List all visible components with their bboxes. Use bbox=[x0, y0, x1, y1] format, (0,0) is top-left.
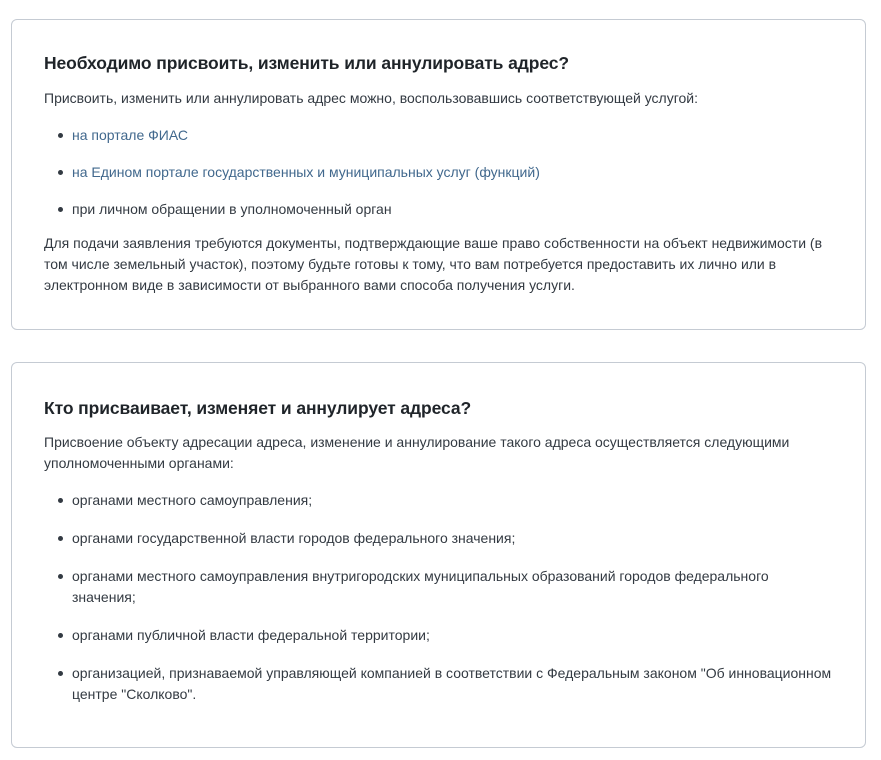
documents-note: Для подачи заявления требуются документы, подтверждающие ваше право собственности на объект недвижимости (в том числе земельный участок), поэтому будьте готовы к тому, что вам потребуется предоставить их лично или в электронном виде в зависимости от выбранного вами способа получения услуги. bbox=[44, 235, 823, 293]
fias-portal-link[interactable]: на портале ФИАС bbox=[72, 127, 188, 143]
list-item-text: органами местного самоуправления внутригородских муниципальных образований городов федерального значения; bbox=[72, 568, 769, 605]
list-item-text: органами местного самоуправления; bbox=[72, 492, 313, 508]
section-title: Кто присваивает, изменяет и аннулирует адреса? bbox=[44, 398, 472, 418]
list-item bbox=[44, 625, 833, 646]
bullet-icon bbox=[58, 574, 63, 579]
list-item bbox=[44, 528, 833, 549]
section-intro: Присвоить, изменить или аннулировать адрес можно, воспользовавшись соответствующей услугой: bbox=[44, 90, 699, 106]
list-item-text: организацией, признаваемой управляющей компанией в соответствии с Федеральным законом "Об инновационном центре "Сколково". bbox=[72, 665, 832, 702]
list-item bbox=[44, 566, 833, 608]
list-item-text: органами государственной власти городов федерального значения; bbox=[72, 530, 516, 546]
bullet-icon bbox=[58, 170, 63, 175]
list-item-text: органами публичной власти федеральной территории; bbox=[72, 627, 430, 643]
list-item-personal-visit bbox=[44, 199, 833, 220]
bullet-icon bbox=[58, 671, 63, 676]
bullet-icon bbox=[58, 633, 63, 638]
authorities-card bbox=[11, 362, 866, 748]
list-item-fias-portal bbox=[44, 125, 833, 146]
bullet-icon bbox=[58, 133, 63, 138]
personal-visit-text: при личном обращении в уполномоченный орган bbox=[72, 201, 392, 217]
list-item bbox=[44, 663, 833, 705]
gosuslugi-portal-link[interactable]: на Едином портале государственных и муниципальных услуг (функций) bbox=[72, 164, 540, 180]
bullet-icon bbox=[58, 536, 63, 541]
list-item-gosuslugi-portal bbox=[44, 162, 833, 183]
address-actions-card bbox=[11, 19, 866, 330]
authorities-list bbox=[44, 490, 833, 705]
section-title: Необходимо присвоить, изменить или аннулировать адрес? bbox=[44, 53, 569, 73]
section-intro: Присвоение объекту адресации адреса, изменение и аннулирование такого адреса осуществляется следующими уполномоченными органами: bbox=[44, 434, 790, 471]
bullet-icon bbox=[58, 207, 63, 212]
list-item bbox=[44, 490, 833, 511]
service-options-list bbox=[44, 125, 833, 220]
bullet-icon bbox=[58, 498, 63, 503]
